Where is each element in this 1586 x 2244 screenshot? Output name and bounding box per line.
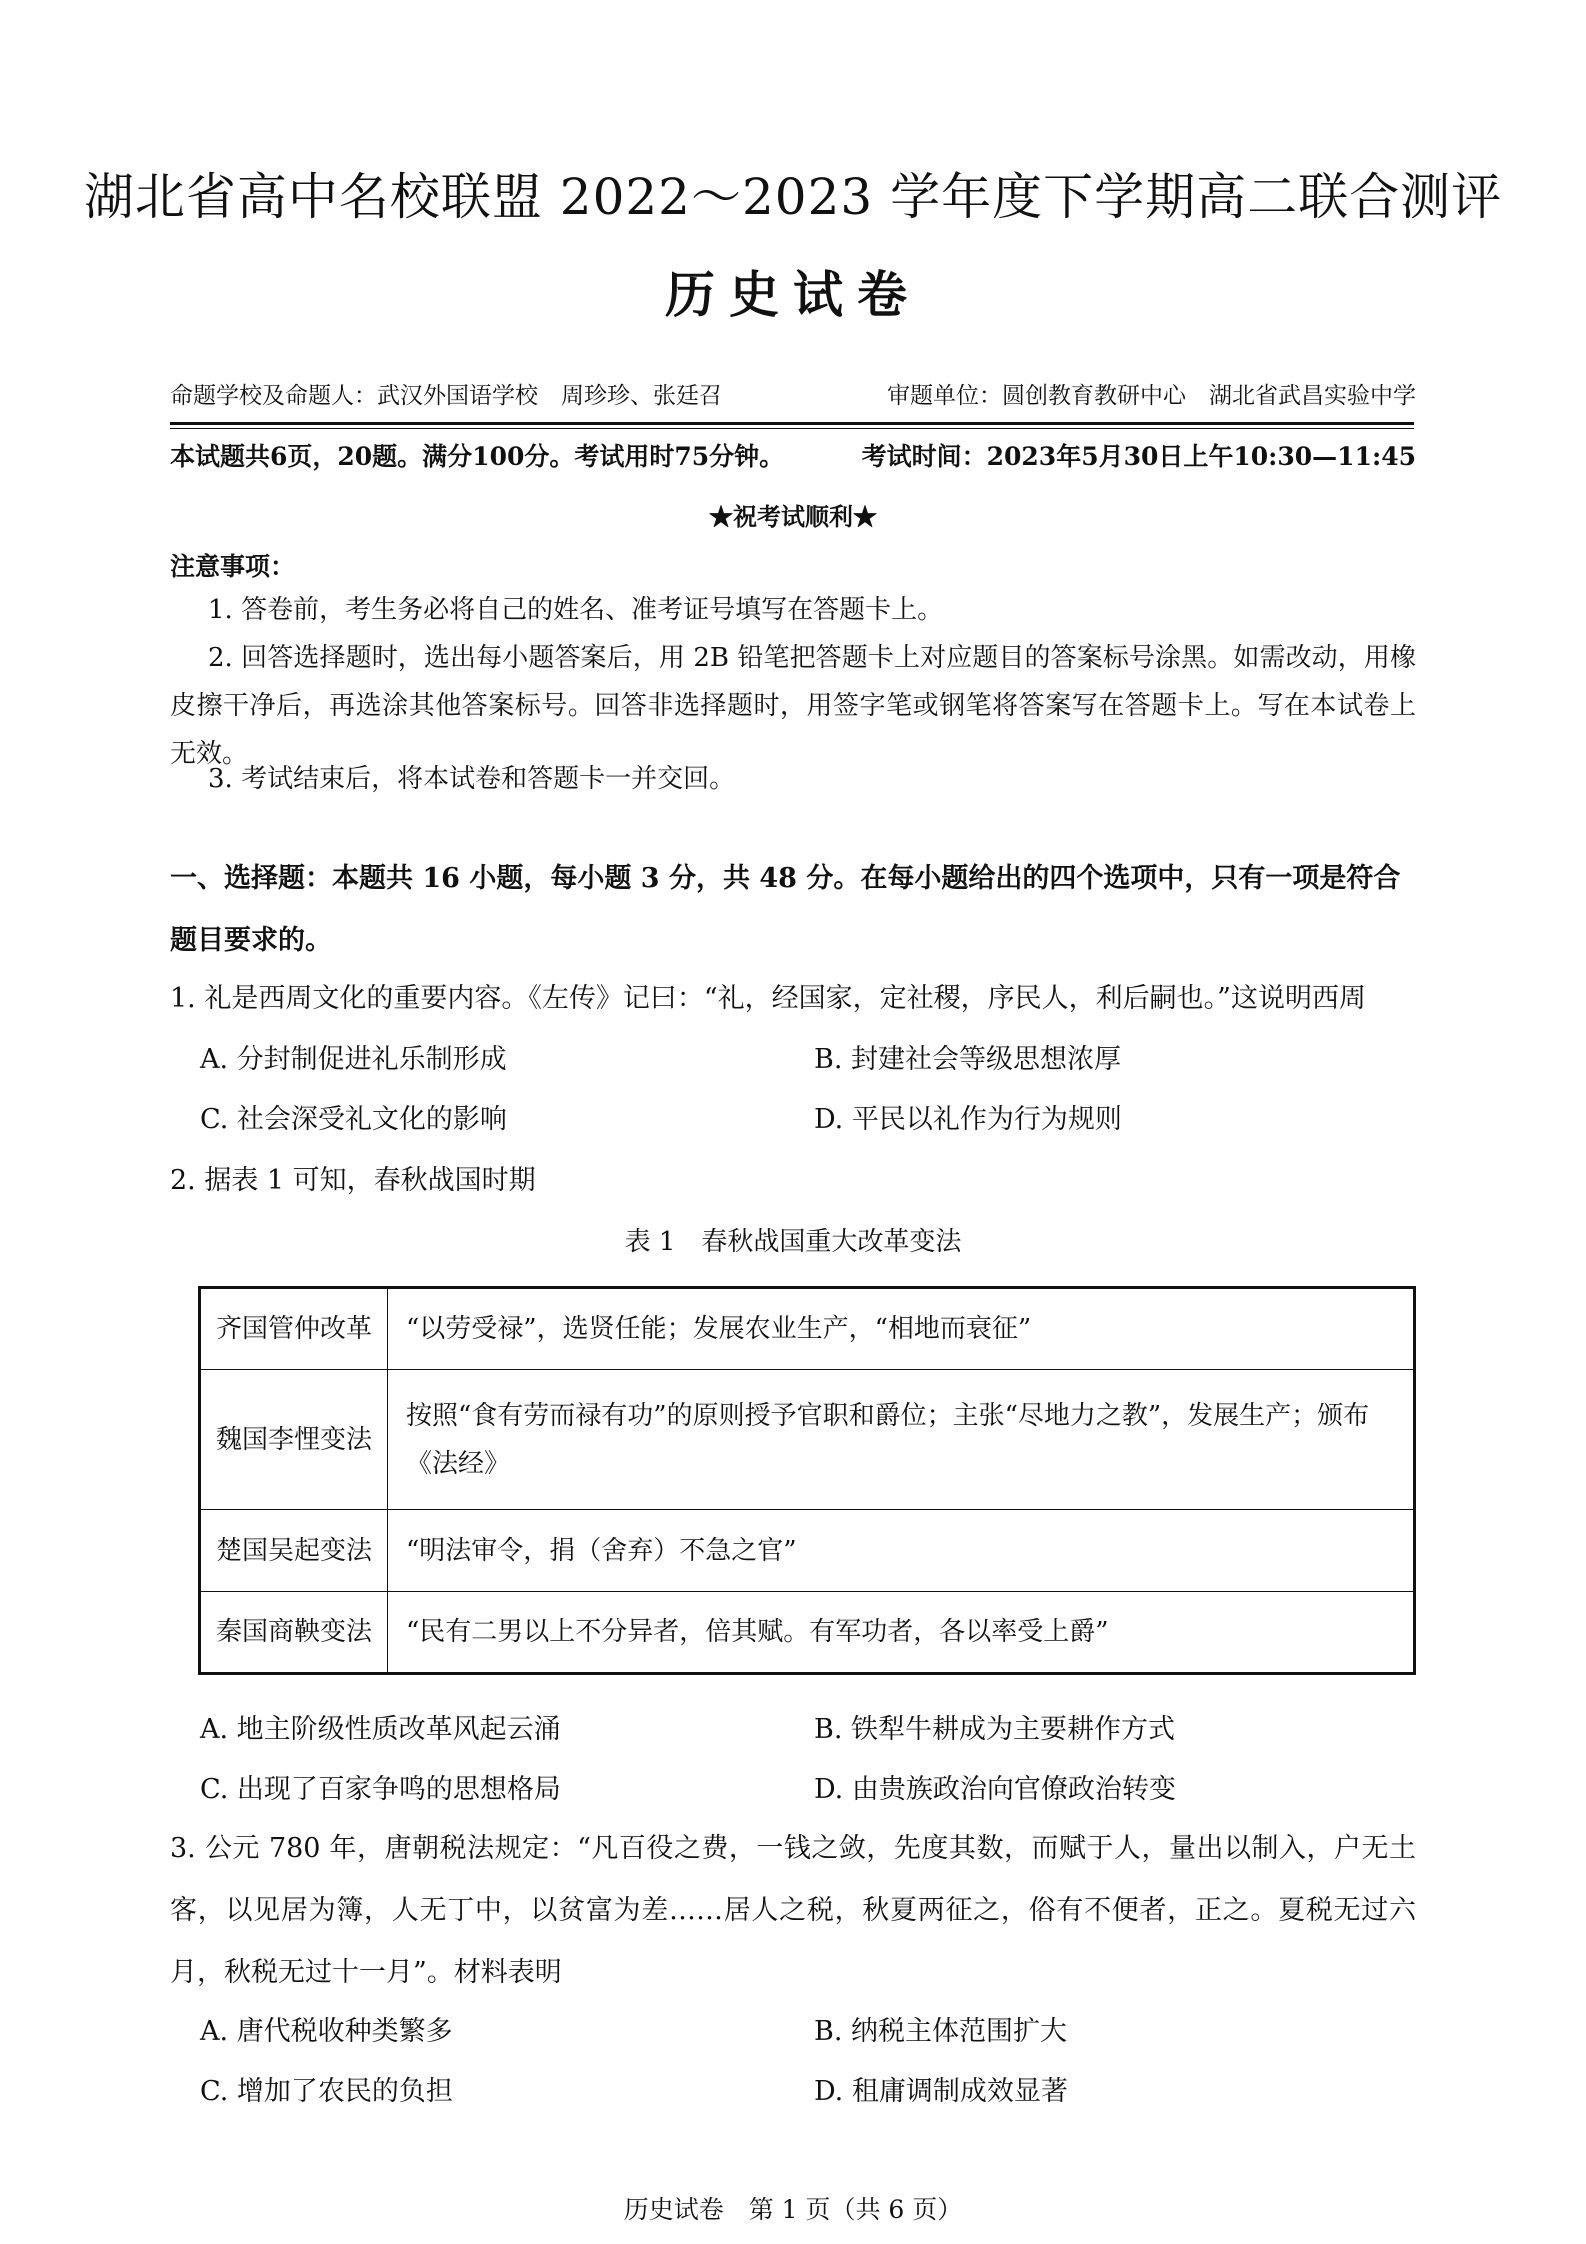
question-3-stem: 3. 公元 780 年，唐朝税法规定：“凡百役之费，一钱之敛，先度其数，而赋于人，量出以制入，户无土客，以见居为簿，人无丁中，以贫富为差……居人之税，秋夏两征之，俗有不便者，正之。夏税无过六月，秋税无过十一月”。材料表明 xyxy=(170,1833,1416,1988)
reviewers: 审题单位：圆创教育教研中心 湖北省武昌实验中学 xyxy=(887,383,1416,409)
table-cell-content: 按照“食有劳而禄有功”的原则授予官职和爵位；主张“尽地力之教”，发展生产；颁布《法经》 xyxy=(388,1370,1415,1510)
header-rule-thin xyxy=(170,428,1414,429)
question-1-stem: 1. 礼是西周文化的重要内容。《左传》记曰：“礼，经国家，定社稷，序民人，利后嗣也。”这说明西周 xyxy=(170,983,1366,1014)
table-cell-content: “民有二男以上不分异者，倍其赋。有军功者，各以率受上爵” xyxy=(388,1592,1415,1674)
question-3-option-a: A. 唐代税收种类繁多 xyxy=(200,2016,453,2047)
question-2-stem: 2. 据表 1 可知，春秋战国时期 xyxy=(170,1165,536,1196)
question-3-option-b: B. 纳税主体范围扩大 xyxy=(814,2016,1068,2047)
table-caption: 表 1 春秋战国重大改革变法 xyxy=(624,1227,962,1257)
page-footer: 历史试卷 第 1 页（共 6 页） xyxy=(623,2195,963,2224)
exam-info: 本试题共6页，20题。满分100分。考试用时75分钟。 xyxy=(170,442,785,471)
table-row xyxy=(200,1288,1415,1370)
notice-item: 1. 答卷前，考生务必将自己的姓名、准考证号填写在答题卡上。 xyxy=(208,595,944,625)
exam-subject-title: 历史试卷 xyxy=(665,265,921,324)
table-row xyxy=(200,1510,1415,1592)
exam-time: 考试时间：2023年5月30日上午10:30—11:45 xyxy=(861,442,1416,471)
question-2-option-b: B. 铁犁牛耕成为主要耕作方式 xyxy=(814,1714,1176,1745)
question-2-option-a: A. 地主阶级性质改革风起云涌 xyxy=(200,1714,561,1745)
question-2-option-c: C. 出现了百家争鸣的思想格局 xyxy=(200,1774,561,1805)
table-cell-name: 齐国管仲改革 xyxy=(200,1288,388,1370)
good-luck-banner: ★祝考试顺利★ xyxy=(709,502,877,531)
table-cell-content: “明法审令，捐（舍弃）不急之官” xyxy=(388,1510,1415,1592)
question-1-option-b: B. 封建社会等级思想浓厚 xyxy=(814,1044,1122,1075)
table-row xyxy=(200,1592,1415,1674)
reform-table xyxy=(198,1286,1416,1675)
section-heading: 一、选择题：本题共 16 小题，每小题 3 分，共 48 分。在每小题给出的四个选项中，只有一项是符合题目要求的。 xyxy=(170,863,1401,956)
question-1-option-a: A. 分封制促进礼乐制形成 xyxy=(200,1044,507,1075)
question-3-option-c: C. 增加了农民的负担 xyxy=(200,2076,453,2107)
table-row xyxy=(200,1370,1415,1510)
table-cell-name: 楚国吴起变法 xyxy=(200,1510,388,1592)
question-3-option-d: D. 租庸调制成效显著 xyxy=(814,2076,1068,2107)
authors: 命题学校及命题人：武汉外国语学校 周珍珍、张廷召 xyxy=(170,383,722,409)
page-title: 湖北省高中名校联盟 2022～2023 学年度下学期高二联合测评 xyxy=(83,168,1503,226)
question-2-option-d: D. 由贵族政治向官僚政治转变 xyxy=(814,1774,1176,1805)
header-rule-thick xyxy=(170,422,1414,425)
table-cell-name: 魏国李悝变法 xyxy=(200,1370,388,1510)
notice-item: 3. 考试结束后，将本试卷和答题卡一并交回。 xyxy=(208,764,736,794)
question-1-option-d: D. 平民以礼作为行为规则 xyxy=(814,1104,1122,1135)
question-1-option-c: C. 社会深受礼文化的影响 xyxy=(200,1104,507,1135)
notice-item: 2. 回答选择题时，选出每小题答案后，用 2B 铅笔把答题卡上对应题目的答案标号涂黑。如需改动，用橡皮擦干净后，再选涂其他答案标号。回答非选择题时，用签字笔或钢笔将答案写在答题卡上。写在本试卷上无效。 xyxy=(170,643,1416,769)
notice-heading: 注意事项： xyxy=(170,552,296,581)
table-cell-name: 秦国商鞅变法 xyxy=(200,1592,388,1674)
table-cell-content: “以劳受禄”，选贤任能；发展农业生产，“相地而衰征” xyxy=(388,1288,1415,1370)
